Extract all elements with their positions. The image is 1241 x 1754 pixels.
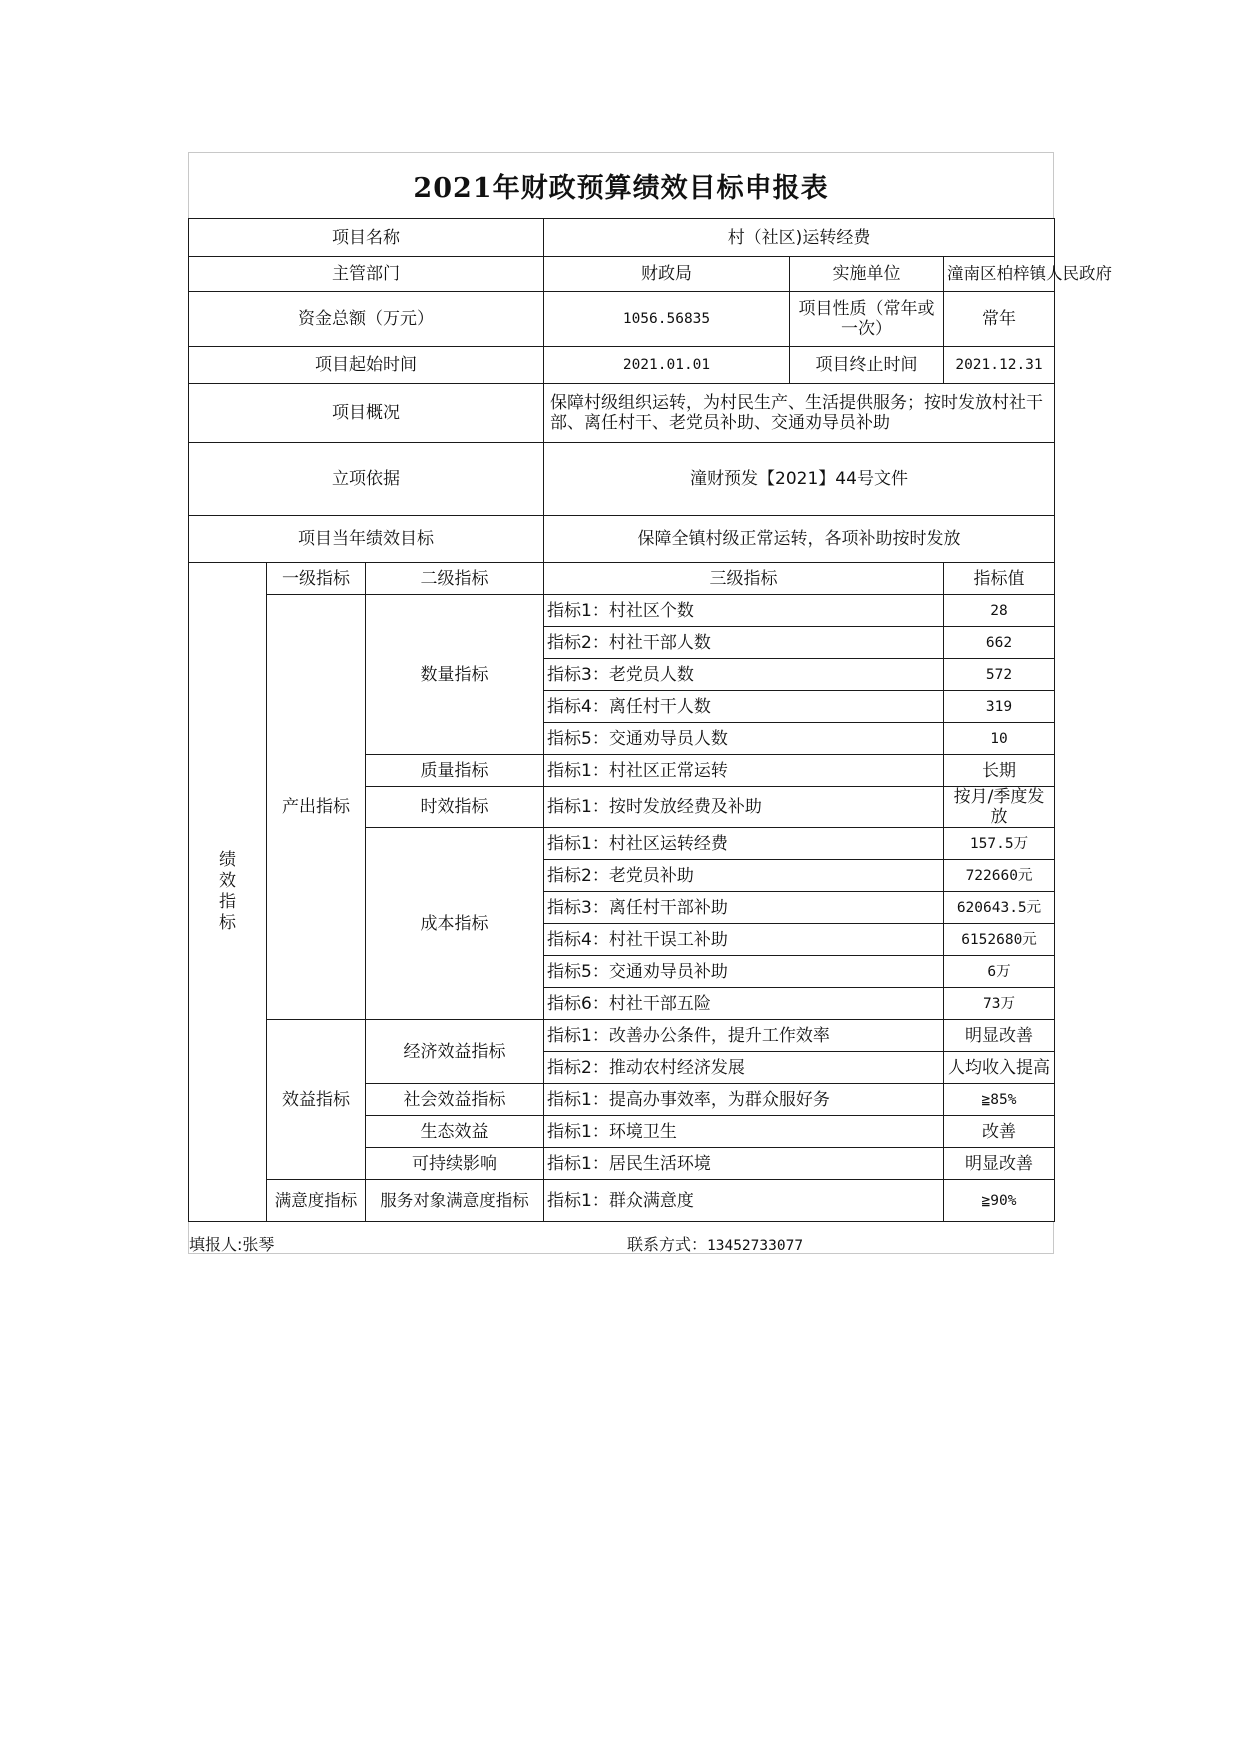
indicator-value: 28	[944, 595, 1055, 627]
goal-value: 保障全镇村级正常运转，各项补助按时发放	[544, 516, 1055, 563]
impl-value: 潼南区柏梓镇人民政府	[944, 257, 1055, 292]
fund-value: 1056.56835	[544, 292, 790, 347]
dept-value: 财政局	[544, 257, 790, 292]
basis-label: 立项依据	[189, 443, 544, 516]
row-department	[189, 257, 1055, 292]
indicator-value: 明显改善	[944, 1148, 1055, 1180]
perf-header-row	[189, 563, 1055, 595]
end-value: 2021.12.31	[944, 347, 1055, 384]
indicator-value: 662	[944, 627, 1055, 659]
nature-label: 项目性质（常年或一次）	[790, 292, 944, 347]
service-satisfaction-label: 服务对象满意度指标	[366, 1180, 544, 1222]
row-period	[189, 347, 1055, 384]
start-value: 2021.01.01	[544, 347, 790, 384]
form-title: 2021年财政预算绩效目标申报表	[188, 152, 1054, 218]
sustain-indicator-label: 可持续影响	[366, 1148, 544, 1180]
overview-value: 保障村级组织运转，为村民生产、生活提供服务；按时发放村社干部、离任村干、老党员补助、交通劝导员补助	[544, 384, 1055, 443]
indicator-value: 长期	[944, 755, 1055, 787]
row-overview	[189, 384, 1055, 443]
quality-indicator-label: 质量指标	[366, 755, 544, 787]
indicator-value: 319	[944, 691, 1055, 723]
economic-indicator-label: 经济效益指标	[366, 1020, 544, 1084]
impl-label: 实施单位	[790, 257, 944, 292]
indicator-name: 指标1：居民生活环境	[544, 1148, 944, 1180]
project-name-label: 项目名称	[189, 219, 544, 257]
indicator-name: 指标3：离任村干部补助	[544, 892, 944, 924]
project-name-value: 村（社区)运转经费	[544, 219, 1055, 257]
indicator-name: 指标4：村社干误工补助	[544, 924, 944, 956]
indicator-name: 指标1：群众满意度	[544, 1180, 944, 1222]
nature-value: 常年	[944, 292, 1055, 347]
indicator-value: 按月/季度发放	[944, 787, 1055, 828]
filler-name: 填报人:张琴	[189, 1235, 275, 1254]
contact-phone: 13452733077	[707, 1238, 804, 1254]
table-row	[189, 1180, 1055, 1222]
table-row	[189, 1020, 1055, 1052]
indicator-name: 指标1：环境卫生	[544, 1116, 944, 1148]
benefit-indicator-label: 效益指标	[267, 1020, 366, 1180]
goal-label: 项目当年绩效目标	[189, 516, 544, 563]
indicator-name: 指标3：老党员人数	[544, 659, 944, 691]
header-level3: 三级指标	[544, 563, 944, 595]
satisfaction-indicator-label: 满意度指标	[267, 1180, 366, 1222]
indicator-value: 6万	[944, 956, 1055, 988]
header-value: 指标值	[944, 563, 1055, 595]
start-label: 项目起始时间	[189, 347, 544, 384]
form-footer	[188, 1222, 1054, 1254]
indicator-name: 指标2：村社干部人数	[544, 627, 944, 659]
indicator-value: 722660元	[944, 860, 1055, 892]
cost-indicator-label: 成本指标	[366, 828, 544, 1020]
indicator-name: 指标5：交通劝导员补助	[544, 956, 944, 988]
indicator-name: 指标1：村社区正常运转	[544, 755, 944, 787]
indicator-value: 620643.5元	[944, 892, 1055, 924]
basis-value: 潼财预发【2021】44号文件	[544, 443, 1055, 516]
indicator-name: 指标6：村社干部五险	[544, 988, 944, 1020]
row-goal	[189, 516, 1055, 563]
indicator-value: ≧85%	[944, 1084, 1055, 1116]
dept-label: 主管部门	[189, 257, 544, 292]
indicator-value: ≧90%	[944, 1180, 1055, 1222]
row-fund	[189, 292, 1055, 347]
indicator-name: 指标1：提高办事效率，为群众服好务	[544, 1084, 944, 1116]
indicator-value: 改善	[944, 1116, 1055, 1148]
form-table	[188, 218, 1112, 1222]
indicator-name: 指标4：离任村干人数	[544, 691, 944, 723]
indicator-name: 指标2：老党员补助	[544, 860, 944, 892]
indicator-value: 157.5万	[944, 828, 1055, 860]
social-indicator-label: 社会效益指标	[366, 1084, 544, 1116]
indicator-value: 572	[944, 659, 1055, 691]
header-level2: 二级指标	[366, 563, 544, 595]
indicator-value: 73万	[944, 988, 1055, 1020]
indicator-value: 人均收入提高	[944, 1052, 1055, 1084]
table-row	[189, 595, 1055, 627]
fund-label: 资金总额（万元）	[189, 292, 544, 347]
end-label: 项目终止时间	[790, 347, 944, 384]
output-indicator-label: 产出指标	[267, 595, 366, 1020]
row-project-name	[189, 219, 1055, 257]
declaration-form	[188, 152, 1112, 1254]
eco-indicator-label: 生态效益	[366, 1116, 544, 1148]
contact-label: 联系方式：	[627, 1235, 708, 1254]
indicator-name: 指标5：交通劝导员人数	[544, 723, 944, 755]
overview-label: 项目概况	[189, 384, 544, 443]
indicator-name: 指标2：推动农村经济发展	[544, 1052, 944, 1084]
indicator-value: 6152680元	[944, 924, 1055, 956]
perf-section-label: 绩效指标	[189, 563, 267, 1222]
indicator-name: 指标1：村社区运转经费	[544, 828, 944, 860]
quantity-indicator-label: 数量指标	[366, 595, 544, 755]
contact-info	[627, 1232, 803, 1255]
indicator-value: 10	[944, 723, 1055, 755]
indicator-name: 指标1：按时发放经费及补助	[544, 787, 944, 828]
indicator-name: 指标1：村社区个数	[544, 595, 944, 627]
header-level1: 一级指标	[267, 563, 366, 595]
indicator-value: 明显改善	[944, 1020, 1055, 1052]
indicator-name: 指标1：改善办公条件，提升工作效率	[544, 1020, 944, 1052]
row-basis	[189, 443, 1055, 516]
timeliness-indicator-label: 时效指标	[366, 787, 544, 828]
